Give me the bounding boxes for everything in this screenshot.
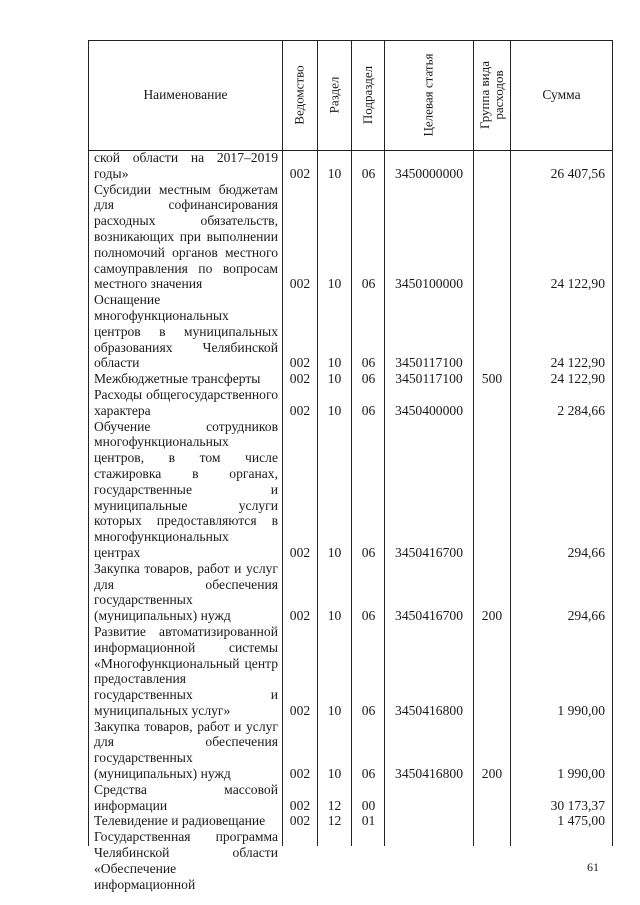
row-tselevaya: 3450000000 [395,165,463,181]
page-number: 61 [587,860,599,874]
row-vedomstvo: 002 [289,371,311,387]
header-gruppa [474,40,510,150]
row-razdel: 10 [327,608,342,624]
row-razdel: 12 [327,813,342,829]
table-row [0,719,640,782]
row-vedomstvo: 002 [289,402,311,418]
header-tselevaya [385,40,473,150]
row-podrazdel: 01 [361,813,376,829]
table-row [0,829,640,892]
row-razdel: 10 [327,276,342,292]
row-razdel: 10 [327,544,342,560]
row-tselevaya: 3450117100 [395,371,463,387]
table-row [0,561,640,624]
row-tselevaya: 3450416700 [395,608,463,624]
row-razdel: 10 [327,702,342,718]
row-razdel: 12 [327,797,342,813]
row-name: Межбюджетные трансферты [94,371,261,387]
row-gruppa: 200 [481,608,503,624]
row-name: Субсидии местным бюджетам для софинансирования расходных обязательств, возникающих при выполнении полномочий органов местного самоуправления по вопросам местного значения [94,181,278,292]
row-summa: 26 407,56 [550,165,605,181]
row-name: Закупка товаров, работ и услуг для обеспечения государственных (муниципальных) нужд [94,560,278,624]
row-summa: 24 122,90 [550,355,605,371]
row-vedomstvo: 002 [289,766,311,782]
row-summa: 294,66 [567,608,605,624]
header-gruppa-label [478,61,506,129]
row-name: Развитие автоматизированной информационной системы «Многофункциональный центр предоставления государственных и муниципальных услуг» [94,623,278,718]
row-vedomstvo: 002 [289,165,311,181]
row-podrazdel: 06 [361,608,376,624]
row-razdel: 10 [327,371,342,387]
row-summa: 1 990,00 [557,766,605,782]
table-row [0,150,640,182]
row-podrazdel: 06 [361,702,376,718]
row-name: Государственная программа Челябинской области «Обеспечение информационной [94,829,278,892]
table-body [0,150,640,892]
row-podrazdel: 06 [361,544,376,560]
table-row [0,782,640,814]
table-row [0,419,640,561]
row-name: Закупка товаров, работ и услуг для обеспечения государственных (муниципальных) нужд [94,718,278,782]
row-razdel: 10 [327,355,342,371]
header-summa-label: Сумма [542,87,581,102]
row-summa: 30 173,37 [550,797,605,813]
header-razdel-label: Раздел [326,76,342,114]
row-tselevaya: 3450416700 [395,544,463,560]
header-vedomstvo [283,40,317,150]
row-name: Обучение сотрудников многофункциональных центров, в том числе стажировка в органах, государственные и муниципальные услуги которых предоставляются в многофункциональных центрах [94,418,278,560]
header-podrazdel [352,40,384,150]
header-gruppa-line1: Группа вида [477,61,493,129]
row-name: Телевидение и радиовещание [94,813,266,829]
row-summa: 24 122,90 [550,276,605,292]
table-row [0,624,640,719]
table-row [0,292,640,371]
row-vedomstvo: 002 [289,276,311,292]
row-tselevaya: 3450400000 [395,402,463,418]
row-vedomstvo: 002 [289,355,311,371]
row-podrazdel: 06 [361,355,376,371]
header-gruppa-line2: расходов [491,70,507,120]
row-razdel: 10 [327,766,342,782]
row-tselevaya: 3450100000 [395,276,463,292]
table-row [0,813,640,829]
row-tselevaya: 3450117100 [395,355,463,371]
header-vedomstvo-label: Ведомство [292,65,307,125]
row-gruppa: 500 [481,371,503,387]
row-gruppa: 200 [481,766,503,782]
row-vedomstvo: 002 [289,702,311,718]
row-podrazdel: 06 [361,402,376,418]
row-tselevaya: 3450416800 [395,766,463,782]
row-podrazdel: 06 [361,371,376,387]
row-vedomstvo: 002 [289,608,311,624]
row-podrazdel: 06 [361,165,376,181]
row-name: Оснащение многофункциональных центров в муниципальных образованиях Челябинской области [94,292,278,371]
row-razdel: 10 [327,402,342,418]
table-row [0,387,640,419]
row-podrazdel: 00 [361,797,376,813]
header-podrazdel-label: Подраздел [360,65,376,125]
header-name [89,40,282,150]
row-summa: 294,66 [567,544,605,560]
row-vedomstvo: 002 [289,797,311,813]
header-tselevaya-label: Целевая статья [420,53,436,137]
row-name: Расходы общегосударственного характера [94,386,278,418]
row-name: Средства массовой информации [94,781,278,813]
header-name-label: Наименование [143,87,228,102]
row-podrazdel: 06 [361,276,376,292]
row-summa: 2 284,66 [557,402,605,418]
row-razdel: 10 [327,165,342,181]
table-row [0,371,640,387]
row-summa: 1 475,00 [557,813,605,829]
row-summa: 1 990,00 [557,702,605,718]
table-row [0,182,640,293]
row-tselevaya: 3450416800 [395,702,463,718]
row-vedomstvo: 002 [289,813,311,829]
row-summa: 24 122,90 [550,371,605,387]
row-name: ской области на 2017–2019 годы» [94,150,278,181]
row-vedomstvo: 002 [289,544,311,560]
row-podrazdel: 06 [361,766,376,782]
header-summa [511,40,612,150]
header-razdel [318,40,351,150]
